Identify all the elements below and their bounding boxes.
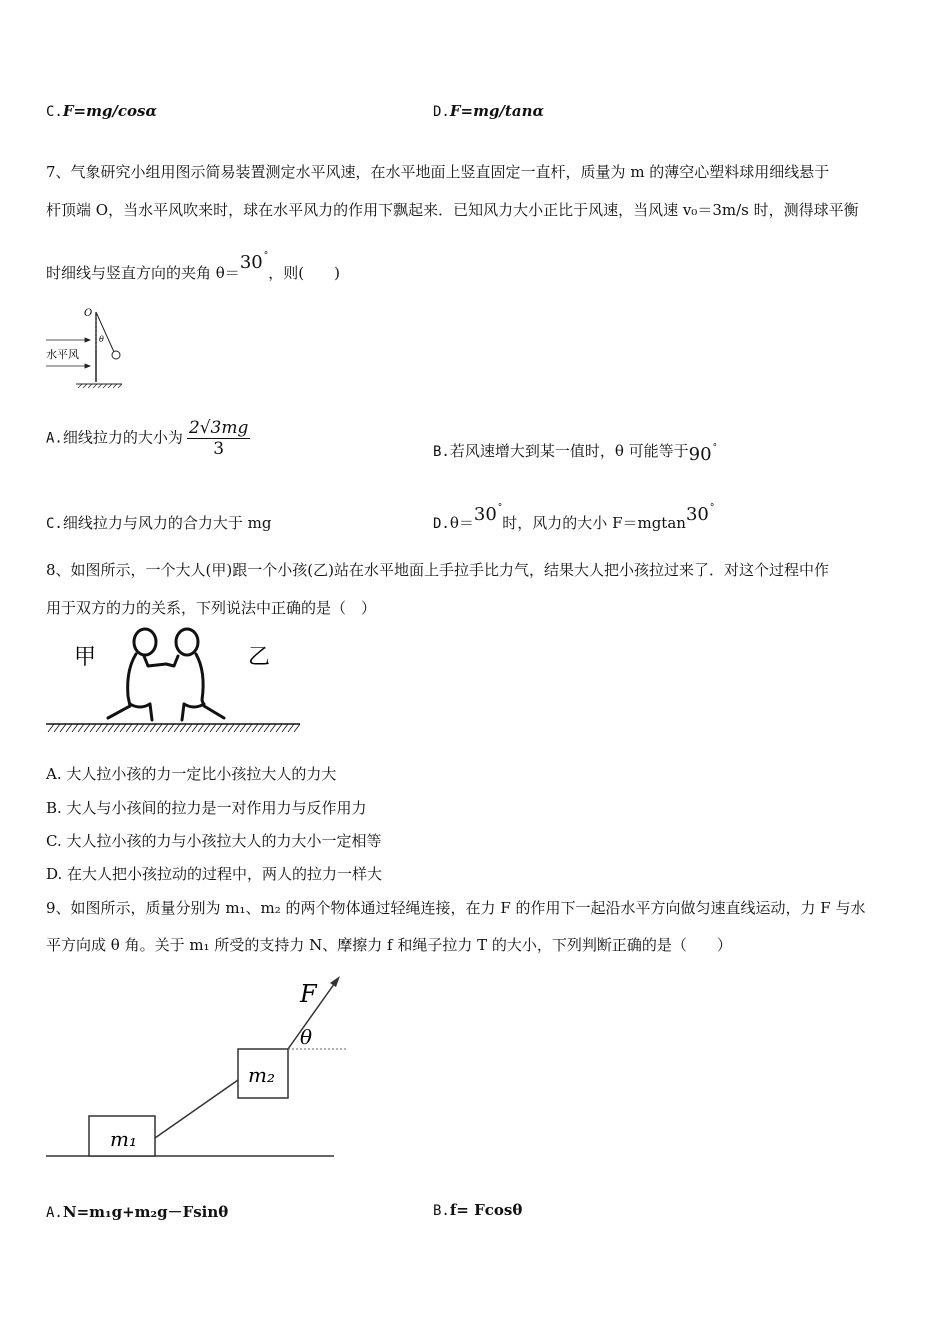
theta-label: θ (300, 1025, 313, 1049)
q7-option-b: B.若风速增大到某一值时，θ 可能等于90° (433, 442, 718, 465)
q9-option-a: A.N=m₁g+m₂g－Fsinθ (46, 1203, 229, 1221)
q7-stem-line1: 7、气象研究小组用图示简易装置测定水平风速，在水平地面上竖直固定一直杆，质量为 m 的薄空心塑料球用细线悬于 (46, 163, 830, 181)
wind-label: 水平风 (46, 348, 79, 361)
tension-fraction: $\frac{2√3mg}{3}$ (188, 418, 249, 459)
q6-option-d: D.F=mg/tanα (433, 102, 545, 120)
q8-option-d: D. 在大人把小孩拉动的过程中，两人的拉力一样大 (46, 865, 383, 883)
q8-stem-line2: 用于双方的力的关系，下列说法中正确的是（ ） (46, 599, 377, 617)
m1-label: m₁ (110, 1127, 137, 1151)
q8-option-a: A. 大人拉小孩的力一定比小孩拉大人的力大 (46, 765, 337, 783)
rope (155, 1080, 238, 1138)
q8-stem-line1: 8、如图所示，一个大人(甲)跟一个小孩(乙)站在水平地面上手拉手比力气，结果大人把小孩拉过来了．对这个过程中作 (46, 561, 829, 579)
theta-label: θ (99, 335, 104, 344)
q7-option-c: C.细线拉力与风力的合力大于 mg (46, 514, 272, 532)
q9-stem-line1: 9、如图所示，质量分别为 m₁、m₂ 的两个物体通过轻绳连接，在力 F 的作用下一起沿水平方向做匀速直线运动，力 F 与水 (46, 899, 866, 917)
q7-stem-line3: 时细线与竖直方向的夹角 θ＝30°，则( ) (46, 251, 340, 282)
connected-blocks-figure (44, 970, 354, 1164)
m2-label: m₂ (248, 1063, 275, 1087)
child-label: 乙 (248, 645, 271, 670)
point-o-label: O (84, 308, 93, 319)
q9-stem-line2: 平方向成 θ 角。关于 m₁ 所受的支持力 N、摩擦力 f 和绳子拉力 T 的大小，下列判断正确的是（ ） (46, 936, 732, 954)
adult-label: 甲 (74, 645, 97, 670)
q7-option-a: A.细线拉力的大小为 $\frac{2√3mg}{3}$ (46, 418, 249, 459)
force-f-label: F (300, 980, 317, 1008)
q8-option-b: B. 大人与小孩间的拉力是一对作用力与反作用力 (46, 799, 367, 817)
q9-option-b: B.f= Fcosθ (433, 1201, 523, 1219)
wind-apparatus-figure (44, 304, 134, 390)
q7-stem-line2: 杆顶端 O，当水平风吹来时，球在水平风力的作用下飘起来．已知风力大小正比于风速，当风速 v₀＝3m/s 时，测得球平衡 (46, 201, 859, 219)
tug-of-war-figure (44, 620, 306, 740)
q6-option-c: C.F=mg/cosα (46, 102, 158, 120)
q7-option-d: D.θ＝30°时，风力的大小 F＝mgtan30° (433, 503, 715, 532)
q8-option-c: C. 大人拉小孩的力与小孩拉大人的力大小一定相等 (46, 832, 382, 850)
